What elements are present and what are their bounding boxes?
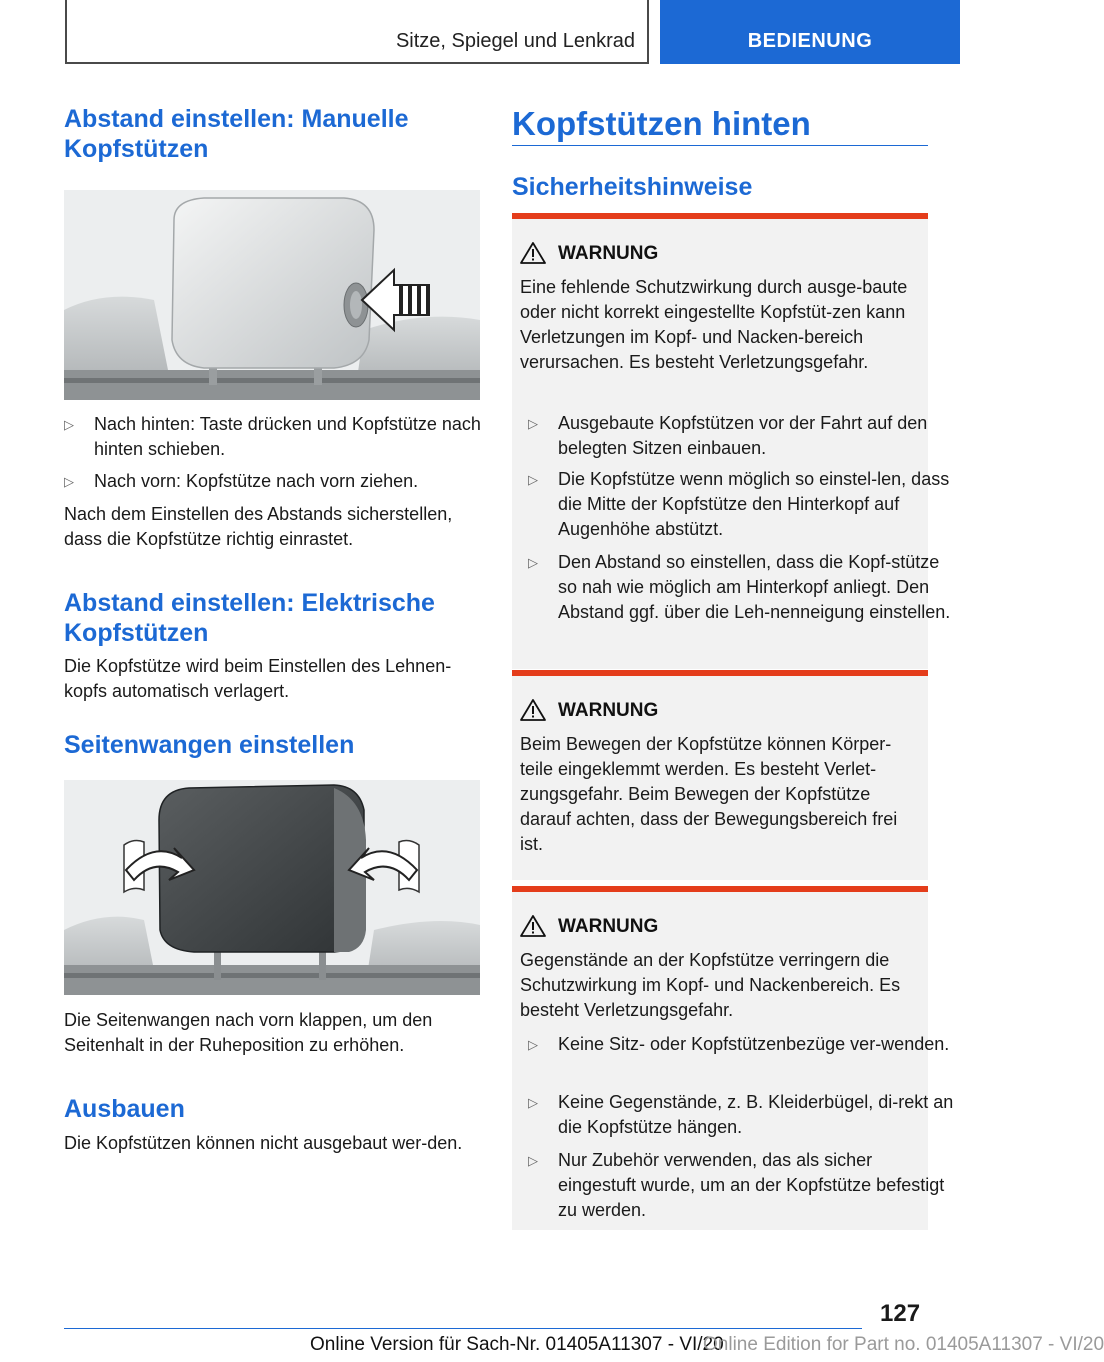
paragraph-side-bolsters: Die Seitenwangen nach vorn klappen, um den Seitenhalt in der Ruheposition zu erhöhen. <box>64 1010 433 1055</box>
warning-text: Beim Bewegen der Kopfstütze können Körper-teile eingeklemmt werden. Es besteht Verlet-zungsgefahr. Beim Bewegen der Kopfstütze darauf achten, dass der Bewegungsbereich frei ist. <box>520 734 898 854</box>
warning-box-3 <box>512 886 954 1230</box>
footer-online-version: Online Version für Sach-Nr. 01405A11307 - VI/20 <box>310 1334 724 1355</box>
warning-label: WARNUNG <box>558 700 659 721</box>
subsection-safety-notes: Sicherheitshinweise <box>512 173 753 201</box>
bullet-triangle-icon: ▷ <box>528 416 538 431</box>
warning-text: Eine fehlende Schutzwirkung durch ausge-baute oder nicht korrekt eingestellte Kopfstüt-zen kann Verletzungen im Kopf- und Nacken-bereich verursachen. Es besteht Verletzungsgefahr. <box>520 277 908 372</box>
bullet-text: Den Abstand so einstellen, dass die Kopf-stütze so nah wie möglich am Hinterkopf anliegt. Den Abstand ggf. über die Leh-nenneigung einstellen. <box>558 552 951 622</box>
warning-label: WARNUNG <box>558 243 659 264</box>
bullet-text: Die Kopfstütze wenn möglich so einstel-len, dass die Mitte der Kopfstütze den Hinterkopf auf Augenhöhe abstützt. <box>558 469 950 539</box>
bullet-triangle-icon: ▷ <box>528 1095 538 1110</box>
bullet-triangle-icon: ▷ <box>528 1153 538 1168</box>
header-chapter-label: BEDIENUNG <box>747 30 873 52</box>
list-item <box>64 412 494 462</box>
side-bolster-image <box>64 780 480 995</box>
title-divider <box>512 145 928 146</box>
header-section-title: Sitze, Spiegel und Lenkrad <box>395 30 635 52</box>
list-item <box>528 1032 954 1057</box>
warning-label: WARNUNG <box>558 916 659 937</box>
section-title-rear-headrests: Kopfstützen hinten <box>512 105 811 142</box>
list-item <box>528 1148 954 1223</box>
bullet-triangle-icon: ▷ <box>64 417 74 432</box>
list-item <box>528 411 954 461</box>
bullet-triangle-icon: ▷ <box>528 1037 538 1052</box>
heading-remove: Ausbauen <box>64 1095 185 1123</box>
bullet-text: Keine Gegenstände, z. B. Kleiderbügel, di-rekt an die Kopfstütze hängen. <box>558 1092 954 1137</box>
list-item <box>528 1090 954 1140</box>
header-chapter-tab[interactable] <box>660 0 960 64</box>
list-item <box>528 467 954 542</box>
bullet-triangle-icon: ▷ <box>528 555 538 570</box>
warning-triangle-icon <box>520 698 546 722</box>
header-section-box <box>65 0 649 64</box>
warning-triangle-icon <box>520 914 546 938</box>
bullet-text: Keine Sitz- oder Kopfstützenbezüge ver-wenden. <box>558 1034 950 1054</box>
heading-side-bolsters: Seitenwangen einstellen <box>64 731 355 759</box>
bullet-text: Nach vorn: Kopfstütze nach vorn ziehen. <box>94 471 419 491</box>
page-number: 127 <box>880 1300 921 1327</box>
paragraph-remove: Die Kopfstützen können nicht ausgebaut wer-den. <box>64 1133 463 1153</box>
bullet-triangle-icon: ▷ <box>64 474 74 489</box>
paragraph-electric: Die Kopfstütze wird beim Einstellen des Lehnen-kopfs automatisch verlagert. <box>64 656 452 701</box>
warning-box-2 <box>512 670 928 880</box>
heading-manual-headrests: Abstand einstellen: Manuelle Kopfstützen <box>64 105 409 163</box>
warning-text: Gegenstände an der Kopfstütze verringern die Schutzwirkung im Kopf- und Nackenbereich. Es besteht Verletzungsgefahr. <box>520 950 901 1020</box>
paragraph-manual-check: Nach dem Einstellen des Abstands sicherstellen, dass die Kopfstütze richtig einrastet. <box>64 504 453 549</box>
list-item <box>528 550 954 625</box>
headrest-manual-image <box>64 190 480 400</box>
bullet-text: Nur Zubehör verwenden, das als sicher eingestuft wurde, um an der Kopfstütze befestigt zu werden. <box>558 1150 945 1220</box>
footer-watermark: Online Edition for Part no. 01405A11307 - VI/20 <box>703 1334 1104 1355</box>
bullet-text: Ausgebaute Kopfstützen vor der Fahrt auf den belegten Sitzen einbauen. <box>558 413 928 458</box>
footer-divider <box>64 1328 862 1329</box>
illustration-side-bolsters <box>64 780 480 995</box>
warning-triangle-icon <box>520 241 546 265</box>
warning-box-1 <box>512 213 951 669</box>
illustration-manual-headrest <box>64 190 480 400</box>
bullet-text: Nach hinten: Taste drücken und Kopfstütze nach hinten schieben. <box>94 414 481 459</box>
bullet-triangle-icon: ▷ <box>528 472 538 487</box>
heading-electric-headrests: Abstand einstellen: Elektrische Kopfstützen <box>64 589 435 647</box>
list-item <box>64 469 494 494</box>
